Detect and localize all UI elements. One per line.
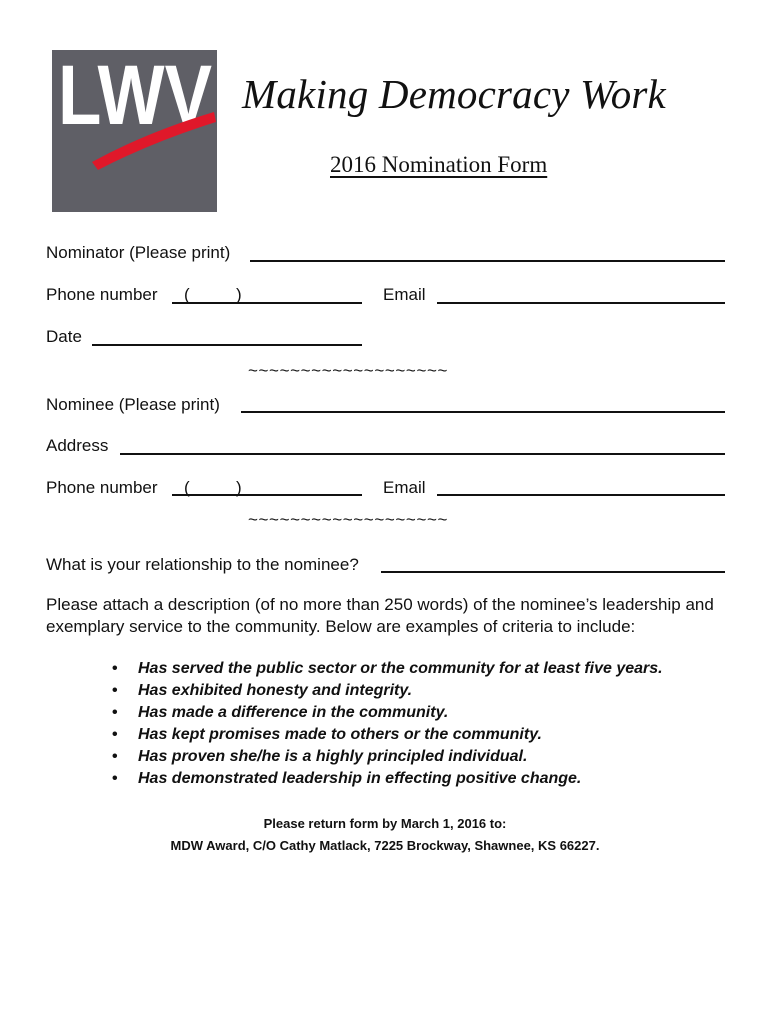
- criteria-text: Has kept promises made to others or the community.: [138, 726, 542, 743]
- bullet-icon: •: [112, 726, 118, 743]
- nominee-name-field[interactable]: [241, 411, 725, 413]
- nominee-name-label: Nominee (Please print): [46, 395, 220, 414]
- relationship-label: What is your relationship to the nominee?: [46, 555, 359, 574]
- criteria-text: Has demonstrated leadership in effecting positive change.: [138, 770, 582, 787]
- nominator-phone-field[interactable]: [172, 302, 362, 304]
- form-subtitle: 2016 Nomination Form: [330, 152, 548, 177]
- nominator-name-field[interactable]: [250, 260, 725, 262]
- criteria-item: [108, 702, 663, 724]
- bullet-icon: •: [112, 682, 118, 699]
- bullet-icon: •: [112, 748, 118, 765]
- nominee-email-label: Email: [383, 478, 426, 497]
- bullet-icon: •: [112, 770, 118, 787]
- instructions-paragraph: Please attach a description (of no more than 250 words) of the nominee’s leadership and exemplary service to the community. Below are examples of criteria to include:: [46, 595, 714, 636]
- nominee-phone-close-paren: ): [236, 478, 242, 497]
- separator-2: ~~~~~~~~~~~~~~~~~~~: [248, 510, 449, 529]
- nominee-address-label: Address: [46, 436, 109, 455]
- nominee-address-field[interactable]: [120, 453, 725, 455]
- nominator-phone-label: Phone number: [46, 285, 158, 304]
- return-instructions: Please return form by March 1, 2016 to:: [263, 816, 507, 831]
- nominator-phone-close-paren: ): [236, 285, 242, 304]
- page-title: Making Democracy Work: [242, 71, 666, 117]
- criteria-item: [108, 680, 663, 702]
- criteria-text: Has exhibited honesty and integrity.: [138, 682, 413, 699]
- criteria-item: [108, 746, 663, 768]
- criteria-item: [108, 768, 663, 790]
- nominator-name-label: Nominator (Please print): [46, 243, 231, 262]
- criteria-item: [108, 724, 663, 746]
- nominator-email-field[interactable]: [437, 302, 725, 304]
- criteria-text: Has proven she/he is a highly principled individual.: [138, 748, 528, 765]
- relationship-field[interactable]: [381, 571, 725, 573]
- nominee-email-field[interactable]: [437, 494, 725, 496]
- nominator-email-label: Email: [383, 285, 426, 304]
- nominee-phone-label: Phone number: [46, 478, 158, 497]
- criteria-text: Has served the public sector or the community for at least five years.: [138, 660, 663, 677]
- nominee-phone-open-paren: (: [184, 478, 190, 497]
- nominator-date-field[interactable]: [92, 344, 362, 346]
- return-address: MDW Award, C/O Cathy Matlack, 7225 Brockway, Shawnee, KS 66227.: [170, 838, 600, 853]
- criteria-text: Has made a difference in the community.: [138, 704, 449, 721]
- nominator-phone-open-paren: (: [184, 285, 190, 304]
- criteria-item: [108, 658, 663, 680]
- bullet-icon: •: [112, 660, 118, 677]
- separator-1: ~~~~~~~~~~~~~~~~~~~: [248, 361, 449, 380]
- bullet-icon: •: [112, 704, 118, 721]
- nominee-phone-field[interactable]: [172, 494, 362, 496]
- svg-text:LWV: LWV: [58, 48, 212, 142]
- criteria-list: [108, 658, 663, 790]
- lwv-logo: [52, 50, 217, 212]
- nominator-date-label: Date: [46, 327, 82, 346]
